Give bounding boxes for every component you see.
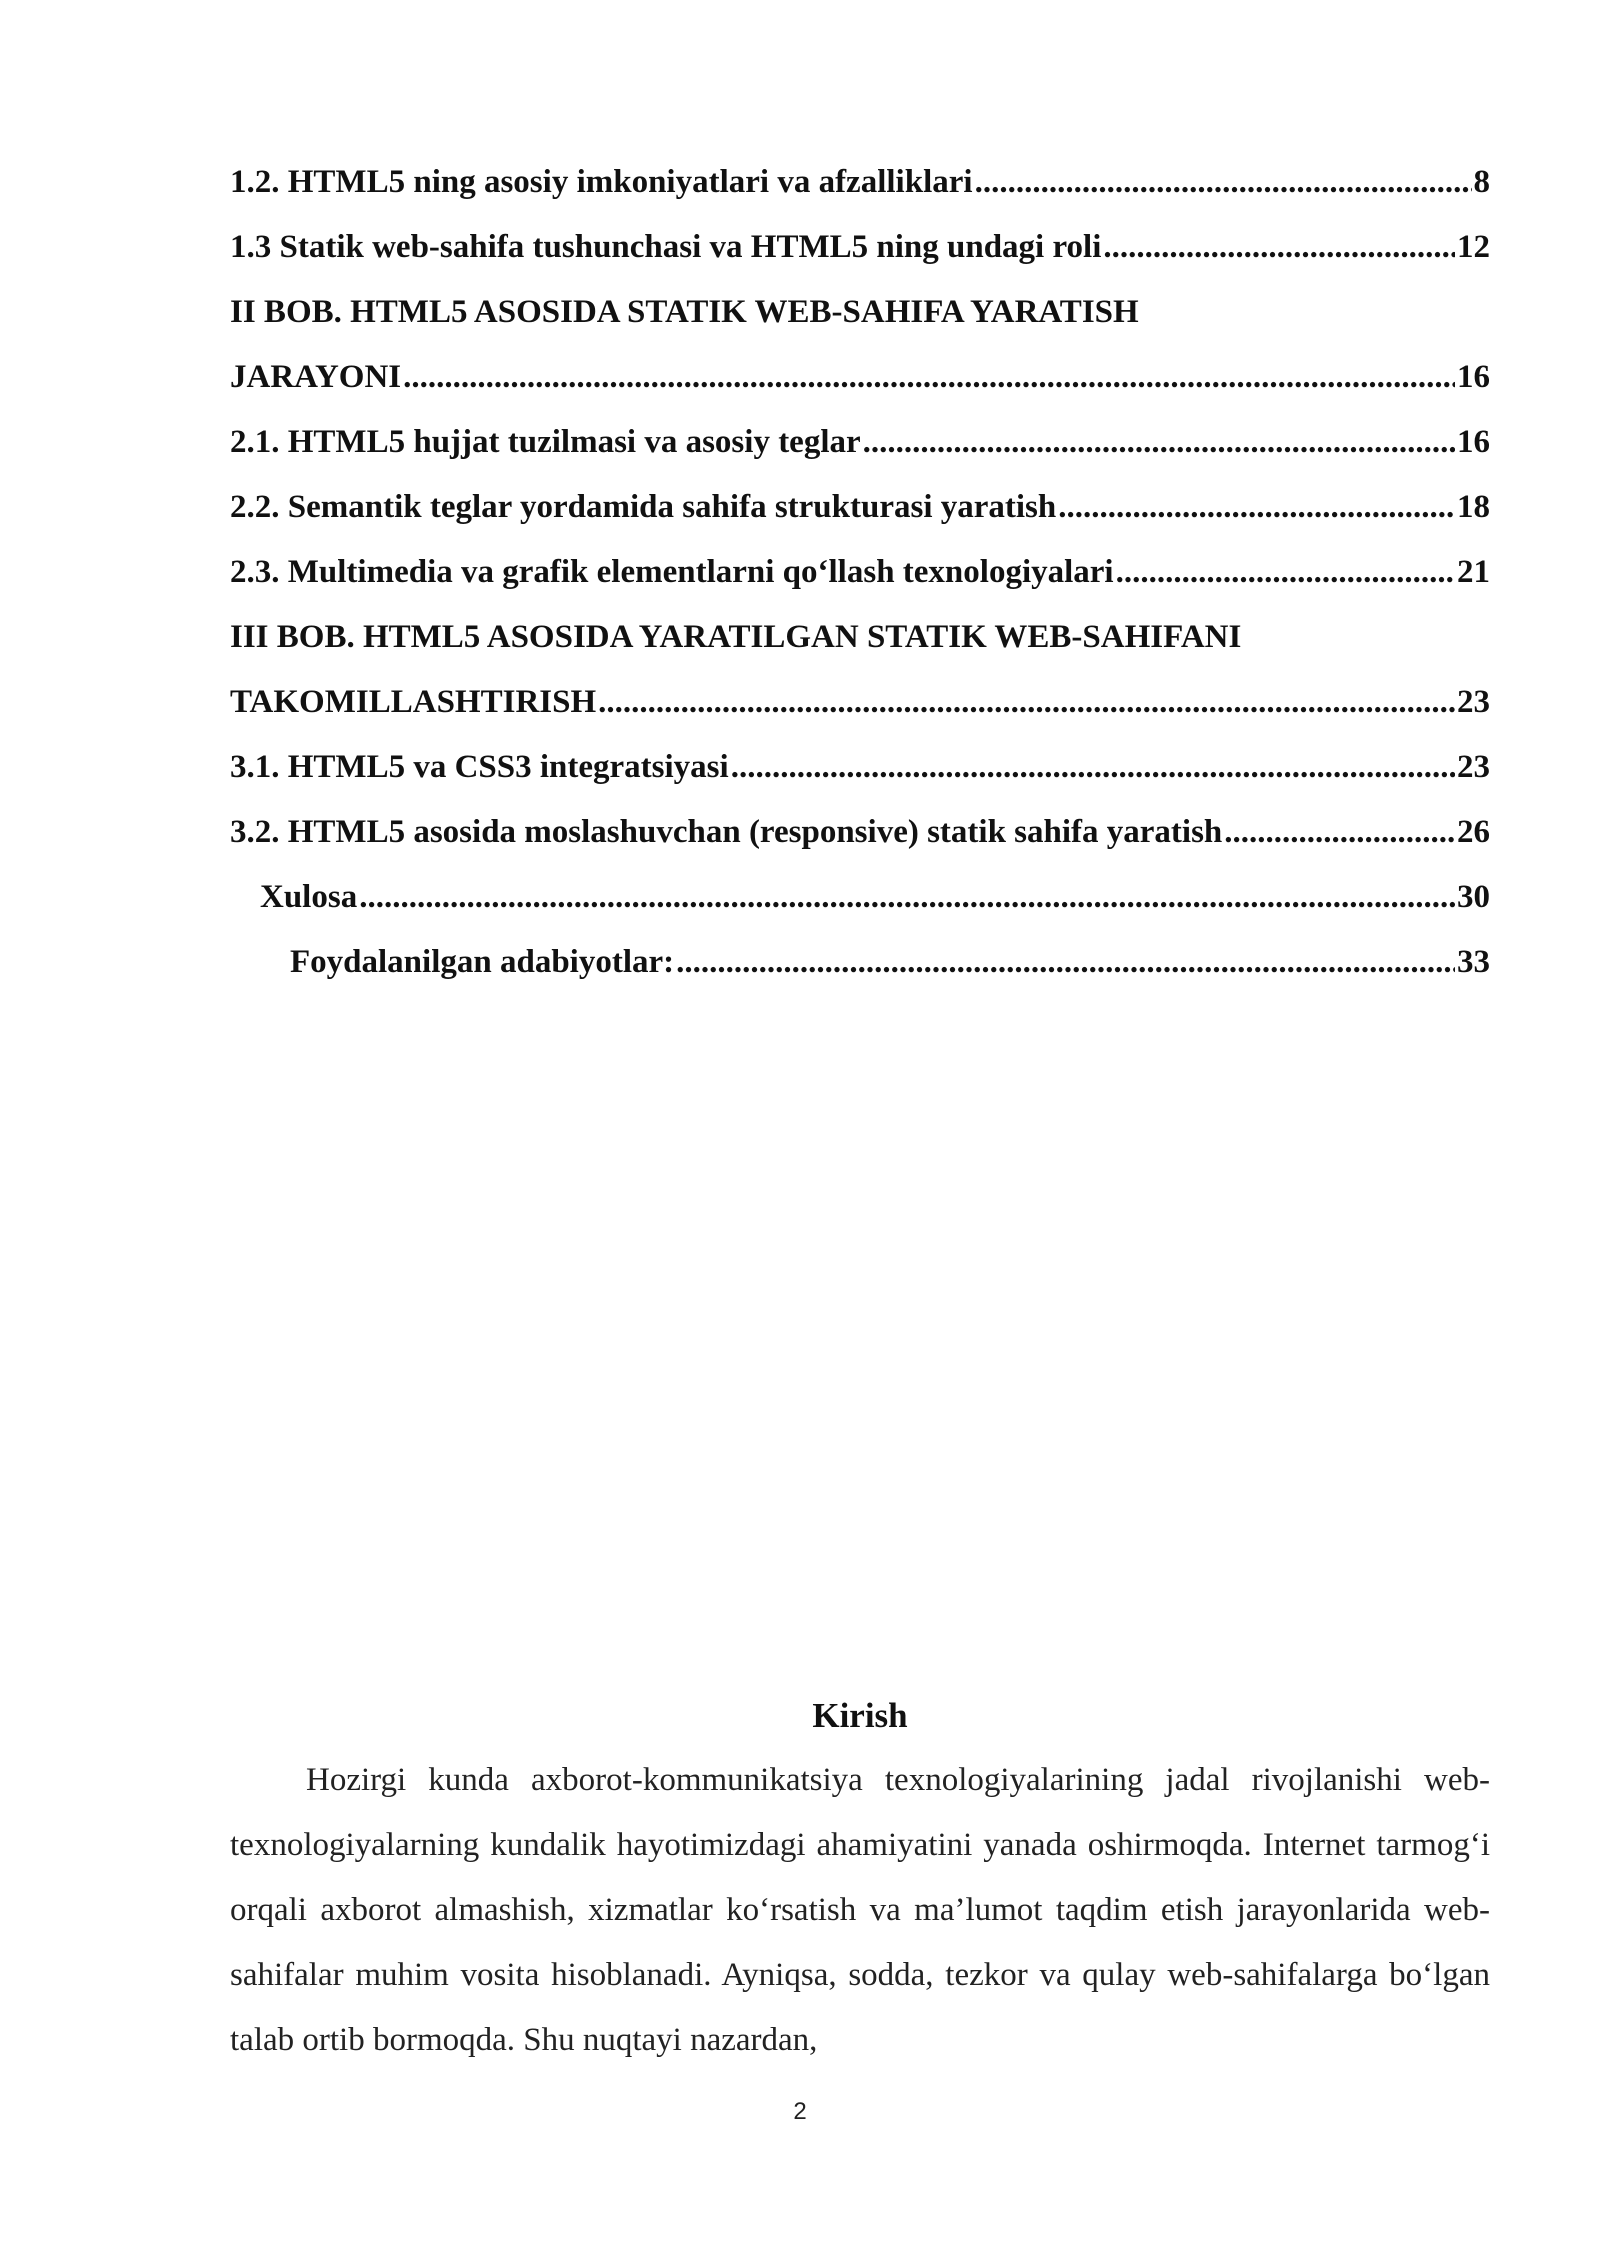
toc-entry[interactable] bbox=[230, 150, 1490, 215]
body-paragraph: Hozirgi kunda axborot-kommunikatsiya texnologiyalarining jadal rivojlanishi web-texnologiyalarning kundalik hayotimizdagi ahamiyatini yanada oshirmoqda. Internet tarmog‘i orqali axborot almashish, xizmatlar ko‘rsatish va ma’lumot taqdim etish jarayonlarida web-sahifalar muhim vosita hisoblanadi. Ayniqsa, sodda, tezkor va qulay web-sahifalarga bo‘lgan talab ortib bormoqda. Shu nuqtayi nazardan, bbox=[230, 1762, 1490, 2058]
toc-entry-page: 26 bbox=[1457, 814, 1490, 850]
toc-entry-page: 33 bbox=[1457, 944, 1490, 980]
toc-entry-page: 23 bbox=[1457, 684, 1490, 720]
toc-entry-page: 30 bbox=[1457, 879, 1490, 915]
toc-entry[interactable] bbox=[230, 475, 1490, 540]
page-number: 2 bbox=[793, 2098, 807, 2125]
toc-chapter-heading[interactable]: II BOB. HTML5 ASOSIDA STATIK WEB-SAHIFA YARATISH bbox=[230, 294, 1139, 330]
table-of-contents bbox=[230, 150, 1490, 995]
toc-entry-page: 21 bbox=[1457, 554, 1490, 590]
toc-leader-dots bbox=[359, 865, 1455, 930]
toc-leader-dots bbox=[1058, 475, 1455, 540]
toc-leader-dots bbox=[403, 345, 1455, 410]
toc-entry[interactable] bbox=[230, 410, 1490, 475]
toc-entry-title: Foydalanilgan adabiyotlar: bbox=[290, 944, 675, 980]
toc-entry-title: JARAYONI bbox=[230, 359, 402, 395]
toc-entry-title: TAKOMILLASHTIRISH bbox=[230, 684, 597, 720]
toc-entry-title: Xulosa bbox=[260, 879, 358, 915]
toc-entry-page: 16 bbox=[1457, 359, 1490, 395]
toc-entry[interactable] bbox=[230, 345, 1490, 410]
toc-leader-dots bbox=[863, 410, 1455, 475]
toc-entry-page: 16 bbox=[1457, 424, 1490, 460]
toc-leader-dots bbox=[676, 930, 1455, 995]
toc-entry[interactable] bbox=[230, 670, 1490, 735]
toc-entry-title: 3.1. HTML5 va CSS3 integratsiyasi bbox=[230, 749, 729, 785]
toc-leader-dots bbox=[1116, 540, 1455, 605]
toc-leader-dots bbox=[731, 735, 1455, 800]
toc-leader-dots bbox=[1103, 215, 1455, 280]
toc-chapter-heading[interactable]: III BOB. HTML5 ASOSIDA YARATILGAN STATIK WEB-SAHIFANI bbox=[230, 619, 1242, 655]
toc-entry-page: 18 bbox=[1457, 489, 1490, 525]
toc-entry-title: 3.2. HTML5 asosida moslashuvchan (responsive) statik sahifa yaratish bbox=[230, 814, 1223, 850]
toc-entry-title: 2.2. Semantik teglar yordamida sahifa strukturasi yaratish bbox=[230, 489, 1057, 525]
toc-entry-title: 1.3 Statik web-sahifa tushunchasi va HTML5 ning undagi roli bbox=[230, 229, 1102, 265]
toc-entry-page: 12 bbox=[1457, 229, 1490, 265]
toc-entry-title: 1.2. HTML5 ning asosiy imkoniyatlari va afzalliklari bbox=[230, 164, 973, 200]
introduction-section bbox=[230, 1683, 1490, 2073]
toc-entry-title: 2.3. Multimedia va grafik elementlarni qo‘llash texnologiyalari bbox=[230, 554, 1114, 590]
toc-entry[interactable] bbox=[230, 540, 1490, 605]
toc-entry[interactable] bbox=[230, 865, 1490, 930]
toc-entry[interactable] bbox=[230, 800, 1490, 865]
toc-entry-page: 23 bbox=[1457, 749, 1490, 785]
toc-leader-dots bbox=[598, 670, 1455, 735]
toc-leader-dots bbox=[975, 150, 1472, 215]
toc-entry[interactable] bbox=[230, 215, 1490, 280]
toc-entry[interactable] bbox=[230, 735, 1490, 800]
toc-entry-title: 2.1. HTML5 hujjat tuzilmasi va asosiy teglar bbox=[230, 424, 861, 460]
toc-entry-page: 8 bbox=[1473, 164, 1490, 200]
section-title: Kirish bbox=[812, 1696, 908, 1735]
toc-entry[interactable] bbox=[230, 930, 1490, 995]
toc-leader-dots bbox=[1224, 800, 1455, 865]
